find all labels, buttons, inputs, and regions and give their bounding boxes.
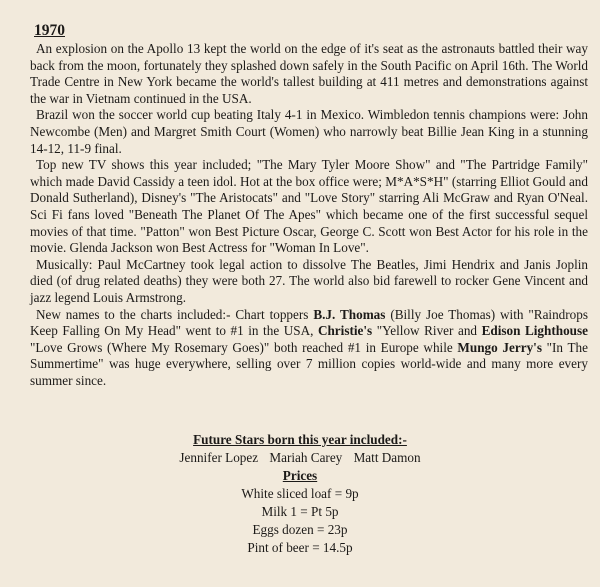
future-stars-list xyxy=(0,449,600,467)
paragraph-sports: Brazil won the soccer world cup beating Italy 4-1 in Mexico. Wimbledon tennis champions were: John Newcombe (Men) and Margret Smith Court (Women) who narrowly beat Billie Jean King in a stunning 14-12, 11-9 final. xyxy=(30,107,588,156)
charts-text-3: "Love Grows (Where My Rosemary Goes)" both reached #1 in Europe while xyxy=(30,339,458,355)
price-item: Pint of beer = 14.5p xyxy=(247,540,353,555)
star-name: Matt Damon xyxy=(353,450,421,465)
artist-christie: Christie's xyxy=(317,323,373,339)
star-name: Mariah Carey xyxy=(269,450,343,465)
artist-edison-lighthouse: Edison Lighthouse xyxy=(481,323,588,339)
paragraph-tv-movies: Top new TV shows this year included; "The Mary Tyler Moore Show" and "The Partridge Family" which made David Cassidy a teen idol. Hot at the box office were; M*A*S*H" (starring Elliot Gould and Donald Sutherland), Disney's "The Aristocats" and "Love Story" starring Ali McGraw and Ryan O'Neal. Sci Fi fans loved "Beneath The Planet Of The Apes" which became one of the first successful sequel movies of that time. "Patton" won Best Picture Oscar, George C. Scott won Best Actor for his role in the movie. Glenda Jackson won Best Actress for "Woman In Love". xyxy=(30,157,588,256)
prices-heading: Prices xyxy=(282,468,318,483)
paragraph-charts xyxy=(30,307,588,390)
year-title: 1970 xyxy=(34,22,65,39)
charts-intro: New names to the charts included:- Chart toppers xyxy=(36,306,314,322)
charts-text-1: (Billy Joe Thomas) with "Raindrops Keep Falling On My Head" went to #1 in the USA, xyxy=(30,306,588,339)
price-item: Eggs dozen = 23p xyxy=(252,522,348,537)
charts-text-2: "Yellow River and xyxy=(372,323,482,339)
future-stars-section xyxy=(0,431,600,557)
charts-text-4: "In The Summertime" was huge everywhere, selling over 7 million copies world-wide and many more every summer since. xyxy=(30,339,588,388)
future-stars-heading: Future Stars born this year included:- xyxy=(193,432,407,447)
star-name: Jennifer Lopez xyxy=(179,450,259,465)
paragraph-music: Musically: Paul McCartney took legal action to dissolve The Beatles, Jimi Hendrix and Janis Joplin died (of drug related deaths) they were both 27. The world also bid farewell to rocker Gene Vincent and jazz legend Louis Armstrong. xyxy=(30,256,588,305)
paragraph-apollo: An explosion on the Apollo 13 kept the world on the edge of it's seat as the astronauts battled their way back from the moon, fortunately they splashed down safely in the South Pacific on April 16th. The World Trade Centre in New York became the world's tallest building at 411 metres and demonstrations against the war in Vietnam continued in the USA. xyxy=(30,41,588,106)
price-item: White sliced loaf = 9p xyxy=(241,486,359,501)
artist-bj-thomas: B.J. Thomas xyxy=(313,306,386,322)
artist-mungo-jerry: Mungo Jerry's xyxy=(457,339,542,355)
price-item: Milk 1 = Pt 5p xyxy=(261,504,339,519)
